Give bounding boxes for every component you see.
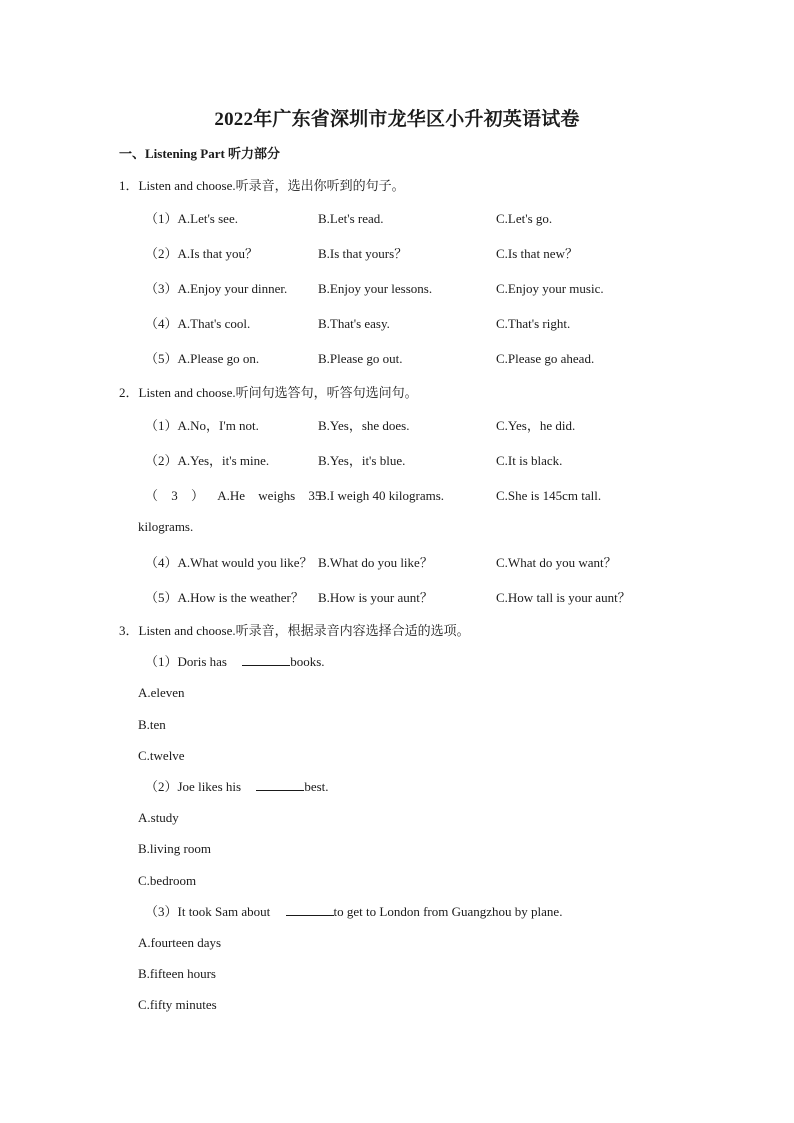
stem-text-end: books.	[290, 654, 325, 669]
stem-text-end: to get to London from Guangzhou by plane.	[333, 904, 563, 919]
q3-item-1-stem	[145, 654, 325, 670]
option-b: B.Please go out.	[318, 351, 403, 366]
option-b: B.I weigh 40 kilograms.	[318, 488, 445, 503]
section-heading-listening: 一、Listening Part 听力部分	[119, 146, 281, 161]
q3-item-3-option-b: B.fifteen hours	[138, 966, 216, 981]
q3-item-2-option-b: B.living room	[138, 841, 211, 856]
option-a: （4）A.That's cool.	[145, 316, 251, 331]
option-b: B.What do you like？	[318, 555, 433, 570]
option-b: B.How is your aunt？	[318, 590, 433, 605]
stem-text: （1）Doris has	[145, 654, 227, 669]
option-b: B.Enjoy your lessons.	[318, 281, 433, 296]
page-title: 2022年广东省深圳市龙华区小升初英语试卷	[214, 109, 580, 130]
stem-text-end: best.	[304, 779, 329, 794]
option-b: B.Yes，she does.	[318, 418, 410, 433]
q3-item-2-stem	[145, 779, 329, 795]
option-a: （1）A.Let's see.	[145, 211, 238, 226]
option-c: C.How tall is your aunt？	[496, 590, 631, 605]
option-a: （ 3 ） A.He weighs 35	[145, 488, 322, 503]
option-c: C.Yes，he did.	[496, 418, 576, 433]
option-b: B.Yes，it's blue.	[318, 453, 406, 468]
stem-text: （3）It took Sam about	[145, 904, 271, 919]
question-3-prompt: 3．Listen and choose.听录音，根据录音内容选择合适的选项。	[119, 623, 470, 638]
answer-blank	[242, 654, 290, 666]
q3-item-1-option-b: B.ten	[138, 717, 166, 732]
option-c: C.That's right.	[496, 316, 571, 331]
q2-option-wrap-text: kilograms.	[138, 519, 194, 534]
q3-item-2-option-c: C.bedroom	[138, 873, 197, 888]
option-c: C.What do you want？	[496, 555, 617, 570]
option-c: C.Please go ahead.	[496, 351, 595, 366]
option-c: C.Enjoy your music.	[496, 281, 604, 296]
question-1-prompt: 1．Listen and choose.听录音，选出你听到的句子。	[119, 178, 405, 193]
q3-item-2-option-a: A.study	[138, 810, 179, 825]
option-a: （2）A.Yes，it's mine.	[145, 453, 270, 468]
q3-item-1-option-a: A.eleven	[138, 685, 185, 700]
option-c: C.Let's go.	[496, 211, 553, 226]
option-a: （5）A.How is the weather？	[145, 590, 304, 605]
option-a: （5）A.Please go on.	[145, 351, 260, 366]
option-a: （3）A.Enjoy your dinner.	[145, 281, 288, 296]
q3-item-3-option-a: A.fourteen days	[138, 935, 222, 950]
option-c: C.Is that new？	[496, 246, 578, 261]
option-b: B.Is that yours？	[318, 246, 408, 261]
answer-blank	[256, 779, 304, 791]
q3-item-3-option-c: C.fifty minutes	[138, 997, 217, 1012]
question-2-prompt: 2．Listen and choose.听问句选答句，听答句选问句。	[119, 385, 418, 400]
option-a: （4）A.What would you like？	[145, 555, 313, 570]
q3-item-1-option-c: C.twelve	[138, 748, 185, 763]
option-c: C.It is black.	[496, 453, 563, 468]
option-b: B.That's easy.	[318, 316, 390, 331]
option-a: （1）A.No，I'm not.	[145, 418, 259, 433]
answer-blank	[286, 904, 334, 916]
option-c: C.She is 145cm tall.	[496, 488, 602, 503]
option-b: B.Let's read.	[318, 211, 384, 226]
q3-item-3-stem	[145, 904, 562, 920]
stem-text: （2）Joe likes his	[145, 779, 242, 794]
option-a: （2）A.Is that you？	[145, 246, 259, 261]
